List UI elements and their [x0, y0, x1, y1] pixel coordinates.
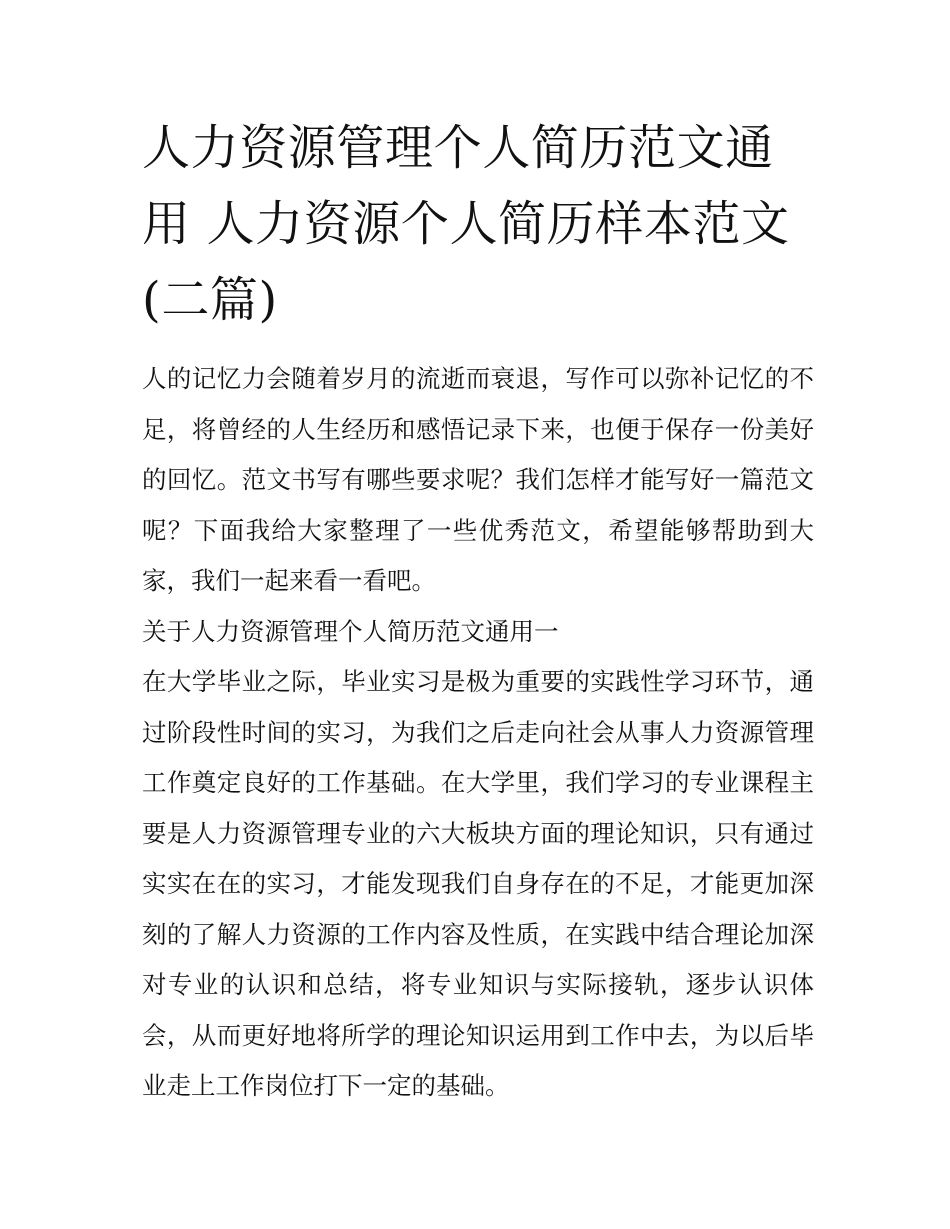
- title-line-2: 用 人力资源个人简历样本范文: [142, 196, 790, 252]
- document-body: [142, 354, 814, 1112]
- document-title: [142, 110, 814, 338]
- title-line-1: 人力资源管理个人简历范文通: [142, 120, 774, 176]
- intro-paragraph: 人的记忆力会随着岁月的流逝而衰退，写作可以弥补记忆的不足，将曾经的人生经历和感悟记录下来，也便于保存一份美好的回忆。范文书写有哪些要求呢？我们怎样才能写好一篇范文呢？下面我给大家整理了一些优秀范文，希望能够帮助到大家，我们一起来看一看吧。: [142, 364, 814, 595]
- section-paragraph: 在大学毕业之际，毕业实习是极为重要的实践性学习环节，通过阶段性时间的实习，为我们之后走向社会从事人力资源管理工作奠定良好的工作基础。在大学里，我们学习的专业课程主要是人力资源管理专业的六大板块方面的理论知识，只有通过实实在在的实习，才能发现我们自身存在的不足，才能更加深刻的了解人力资源的工作内容及性质，在实践中结合理论加深对专业的认识和总结，将专业知识与实际接轨，逐步认识体会，从而更好地将所学的理论知识运用到工作中去，为以后毕业走上工作岗位打下一定的基础。: [142, 667, 814, 1100]
- section-heading: 关于人力资源管理个人简历范文通用一: [142, 616, 559, 646]
- title-line-3: (二篇): [142, 272, 278, 328]
- document-content: [142, 110, 814, 1112]
